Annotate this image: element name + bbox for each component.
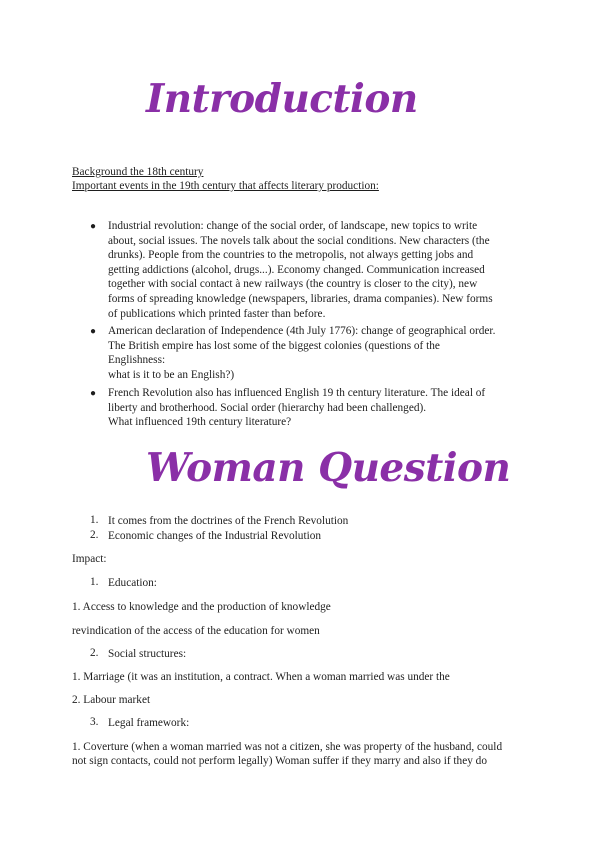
bullet-item-industrial-revolution bbox=[108, 219, 493, 321]
social-line-2: 2. Labour market bbox=[72, 694, 151, 706]
education-label: Education: bbox=[108, 577, 157, 589]
list-number: 2. bbox=[90, 529, 99, 541]
bullet-line: getting addictions (alcohol, drugs...). Economy changed. Communication increased bbox=[108, 263, 485, 276]
bullet-line: French Revolution also has influenced English 19 th century literature. The ideal of bbox=[108, 387, 486, 399]
bullet-line: forms of spreading knowledge (newspapers, libraries, drama companies). New forms bbox=[108, 292, 493, 305]
social-line-1: 1. Marriage (it was an institution, a contract. When a woman married was under the bbox=[72, 671, 450, 683]
bullet-line: What influenced 19th century literature? bbox=[108, 416, 292, 429]
education-line-2: revindication of the access of the education for women bbox=[72, 625, 320, 637]
bullet-line: Industrial revolution: change of the social order, of landscape, new topics to write bbox=[108, 220, 478, 232]
bullet-line: drunks). People from the countries to the metropolis, not always getting jobs and bbox=[108, 249, 474, 262]
legal-framework-label: Legal framework: bbox=[108, 717, 190, 729]
bullet-marker: ● bbox=[90, 388, 97, 399]
list-number: 1. bbox=[90, 576, 99, 588]
list-item-economic-changes: Economic changes of the Industrial Revolution bbox=[108, 530, 322, 542]
heading-woman-question: Woman Question bbox=[146, 445, 511, 491]
bullet-line: together with social contact à new railways (the country is closer to the city), new bbox=[108, 278, 478, 291]
legal-line-1: 1. Coverture (when a woman married was not a citizen, she was property of the husband, could bbox=[72, 741, 503, 753]
heading-introduction: Introduction bbox=[146, 76, 418, 122]
bullet-item-american-declaration bbox=[108, 324, 495, 382]
list-number: 1. bbox=[90, 514, 99, 526]
bullet-line: The British empire has lost some of the biggest colonies (questions of the bbox=[108, 339, 440, 352]
bullet-line: American declaration of Independence (4th July 1776): change of geographical order. bbox=[108, 325, 496, 337]
important-events-line: Important events in the 19th century that affects literary production: bbox=[72, 180, 379, 192]
bullet-marker: ● bbox=[90, 326, 97, 337]
list-number: 2. bbox=[90, 647, 99, 659]
bullet-line: about, social issues. The novels talk about the social conditions. New characters (the bbox=[108, 234, 490, 247]
legal-line-2: not sign contacts, could not perform legally) Woman suffer if they marry and also if they do bbox=[72, 755, 487, 767]
impact-label: Impact: bbox=[72, 553, 107, 565]
background-line: Background the 18th century bbox=[72, 166, 204, 178]
social-structures-label: Social structures: bbox=[108, 648, 187, 660]
bullet-line: Englishness: bbox=[108, 354, 166, 367]
bullet-item-french-revolution bbox=[108, 386, 485, 430]
bullet-marker: ● bbox=[90, 221, 97, 232]
bullet-line: what is it to be an English?) bbox=[108, 368, 235, 381]
list-item-doctrines: It comes from the doctrines of the French Revolution bbox=[108, 515, 349, 527]
education-line-1: 1. Access to knowledge and the production of knowledge bbox=[72, 601, 331, 613]
bullet-line: liberty and brotherhood. Social order (hierarchy had been challenged). bbox=[108, 401, 427, 414]
bullet-line: of publications which printed faster than before. bbox=[108, 307, 326, 320]
list-number: 3. bbox=[90, 716, 99, 728]
